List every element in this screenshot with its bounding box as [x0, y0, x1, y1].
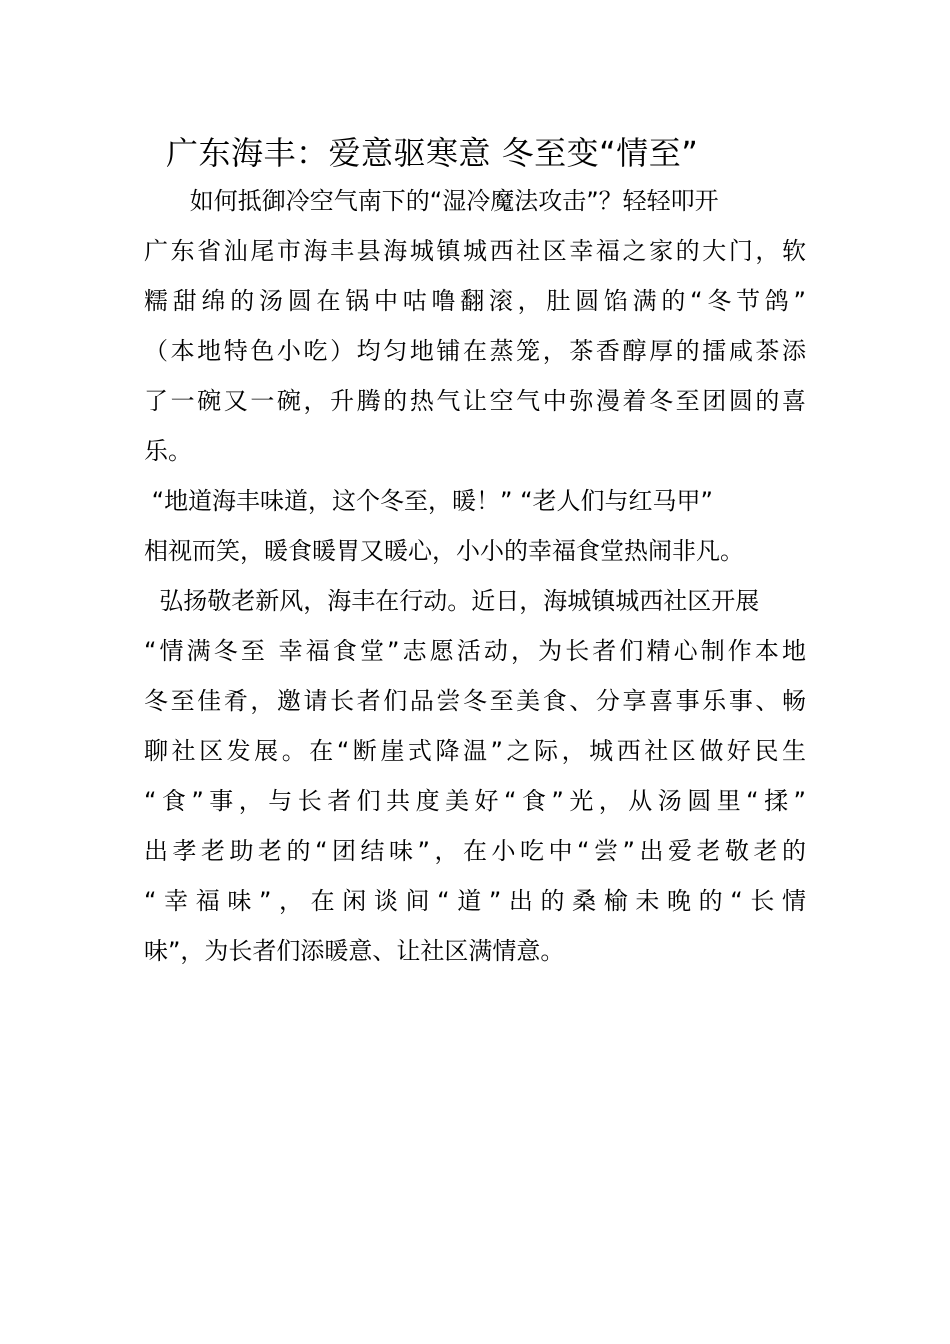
paragraph-3-line-2: “情满冬至 幸福食堂”志愿活动，为长者们精心制作本地 — [144, 637, 806, 665]
paragraph-3-line-8: 味”，为长者们添暖意、让社区满情意。 — [144, 937, 565, 965]
paragraph-1-line-3: 糯甜绵的汤圆在锅中咕噜翻滚，肚圆馅满的“冬节鸽” — [144, 287, 806, 315]
paragraph-1-line-2: 广东省汕尾市海丰县海城镇城西社区幸福之家的大门，软 — [144, 237, 806, 265]
paragraph-1-line-6: 乐。 — [144, 437, 192, 465]
paragraph-2-line-2: 相视而笑，暖食暖胃又暖心，小小的幸福食堂热闹非凡。 — [144, 537, 744, 565]
article-title: 广东海丰：爱意驱寒意 冬至变“情至” — [166, 134, 699, 172]
paragraph-1-line-5: 了一碗又一碗，升腾的热气让空气中弥漫着冬至团圆的喜 — [144, 387, 806, 415]
paragraph-3-line-5: “食”事，与长者们共度美好“食”光，从汤圆里“揉” — [144, 787, 806, 815]
paragraph-3-line-7: “幸福味”，在闲谈间“道”出的桑榆未晚的“长情 — [144, 887, 806, 915]
article-body — [144, 176, 806, 976]
paragraph-3-line-1: 弘扬敬老新风，海丰在行动。近日，海城镇城西社区开展 — [144, 587, 760, 615]
paragraph-1-line-4: （本地特色小吃）均匀地铺在蒸笼，茶香醇厚的擂咸茶添 — [144, 337, 806, 365]
paragraph-1-line-1: 如何抵御冷空气南下的“湿冷魔法攻击”？轻轻叩开 — [144, 187, 719, 215]
paragraph-3-line-6: 出孝老助老的“团结味”，在小吃中“尝”出爱老敬老的 — [144, 837, 806, 865]
paragraph-3-line-3: 冬至佳肴，邀请长者们品尝冬至美食、分享喜事乐事、畅 — [144, 687, 806, 715]
paragraph-2-line-1: “地道海丰味道，这个冬至，暖！” “老人们与红马甲” — [144, 487, 713, 515]
paragraph-3-line-4: 聊社区发展。在“断崖式降温”之际，城西社区做好民生 — [144, 737, 806, 765]
